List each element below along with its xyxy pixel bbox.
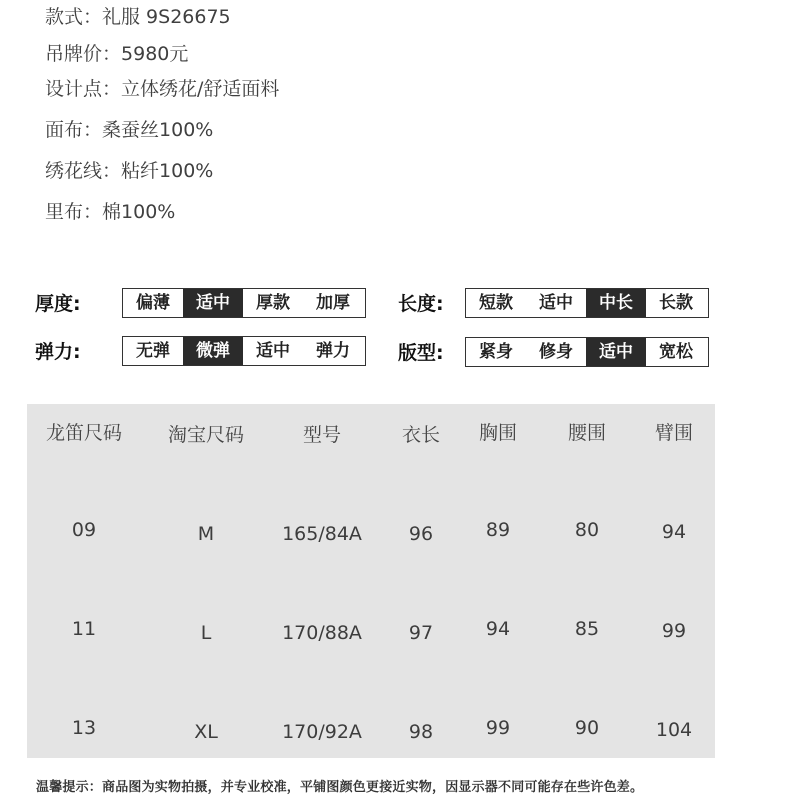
- length-option[interactable]: 短款: [479, 293, 513, 313]
- size-table-header: 型号: [302, 424, 342, 446]
- info-lining-value: 棉100%: [102, 201, 176, 223]
- info-tag-price: [45, 43, 188, 65]
- size-table-cell: 170/88A: [282, 622, 362, 644]
- elasticity-option[interactable]: 无弹: [136, 341, 170, 361]
- info-fabric: [45, 119, 213, 141]
- size-table-cell: 80: [574, 519, 600, 541]
- info-fabric-label: 面布：: [45, 119, 103, 141]
- thickness-option[interactable]: 偏薄: [136, 293, 170, 313]
- size-table-cell: 13: [71, 717, 97, 739]
- size-table-header: 腰围: [567, 422, 607, 444]
- size-table-cell: L: [200, 622, 212, 644]
- size-table-cell: 99: [485, 717, 511, 739]
- size-table-cell: 94: [485, 618, 511, 640]
- info-fabric-value: 桑蚕丝100%: [102, 119, 214, 141]
- elasticity-label: 弹力:: [35, 341, 81, 363]
- fit-option[interactable]: 宽松: [659, 342, 693, 362]
- size-table-cell: 96: [408, 523, 434, 545]
- size-table-cell: 165/84A: [282, 523, 362, 545]
- fit-option[interactable]: 紧身: [479, 342, 513, 362]
- info-embroidery-thread-value: 粘纤100%: [121, 160, 214, 182]
- info-design-point-value: 立体绣花/舒适面料: [121, 78, 280, 100]
- elasticity-option[interactable]: 微弹: [183, 337, 243, 365]
- size-table-cell: 85: [574, 618, 600, 640]
- size-table-cell: 11: [71, 618, 97, 640]
- length-label: 长度:: [398, 293, 444, 315]
- size-table-cell: 99: [661, 620, 687, 642]
- thickness-option[interactable]: 加厚: [316, 293, 350, 313]
- size-table-cell: 94: [661, 521, 687, 543]
- info-lining-label: 里布：: [45, 201, 103, 223]
- thickness-option[interactable]: 厚款: [256, 293, 290, 313]
- size-table-cell: 104: [655, 719, 693, 741]
- info-tag-price-label: 吊牌价：: [45, 43, 122, 65]
- info-tag-price-value: 5980元: [121, 43, 189, 65]
- size-table-cell: 170/92A: [282, 721, 362, 743]
- size-table-header: 衣长: [401, 424, 441, 446]
- elasticity-option[interactable]: 适中: [256, 341, 290, 361]
- fit-selector: [465, 337, 709, 367]
- size-table-cell: 09: [71, 519, 97, 541]
- footer-note: 温馨提示：商品图为实物拍摄，并专业校准，平铺图颜色更接近实物，因显示器不同可能存在些许色差。: [36, 780, 644, 795]
- info-lining: [45, 201, 175, 223]
- length-selector: [465, 288, 709, 318]
- size-table-cell: 89: [485, 519, 511, 541]
- info-style: [45, 6, 231, 28]
- info-style-value: 礼服 9S26675: [102, 6, 231, 28]
- size-table-cell: XL: [194, 721, 218, 743]
- info-design-point-label: 设计点：: [45, 78, 122, 100]
- size-table-cell: M: [197, 523, 215, 545]
- length-option[interactable]: 中长: [586, 289, 646, 317]
- length-option[interactable]: 适中: [539, 293, 573, 313]
- size-table: [27, 404, 715, 758]
- size-table-header: 淘宝尺码: [167, 424, 245, 446]
- elasticity-option[interactable]: 弹力: [316, 341, 350, 361]
- info-embroidery-thread-label: 绣花线：: [45, 160, 122, 182]
- fit-label: 版型:: [398, 342, 444, 364]
- length-option[interactable]: 长款: [659, 293, 693, 313]
- elasticity-selector: [122, 336, 366, 366]
- fit-option[interactable]: 修身: [539, 342, 573, 362]
- fit-option[interactable]: 适中: [586, 338, 646, 366]
- thickness-option[interactable]: 适中: [183, 289, 243, 317]
- thickness-label: 厚度:: [35, 293, 81, 315]
- size-table-header: 胸围: [478, 422, 518, 444]
- size-table-header: 龙笛尺码: [45, 422, 123, 444]
- size-table-cell: 90: [574, 717, 600, 739]
- info-embroidery-thread: [45, 160, 213, 182]
- info-style-label: 款式：: [45, 6, 103, 28]
- size-table-cell: 97: [408, 622, 434, 644]
- thickness-selector: [122, 288, 366, 318]
- size-table-header: 臂围: [654, 422, 694, 444]
- info-design-point: [45, 78, 279, 100]
- size-table-cell: 98: [408, 721, 434, 743]
